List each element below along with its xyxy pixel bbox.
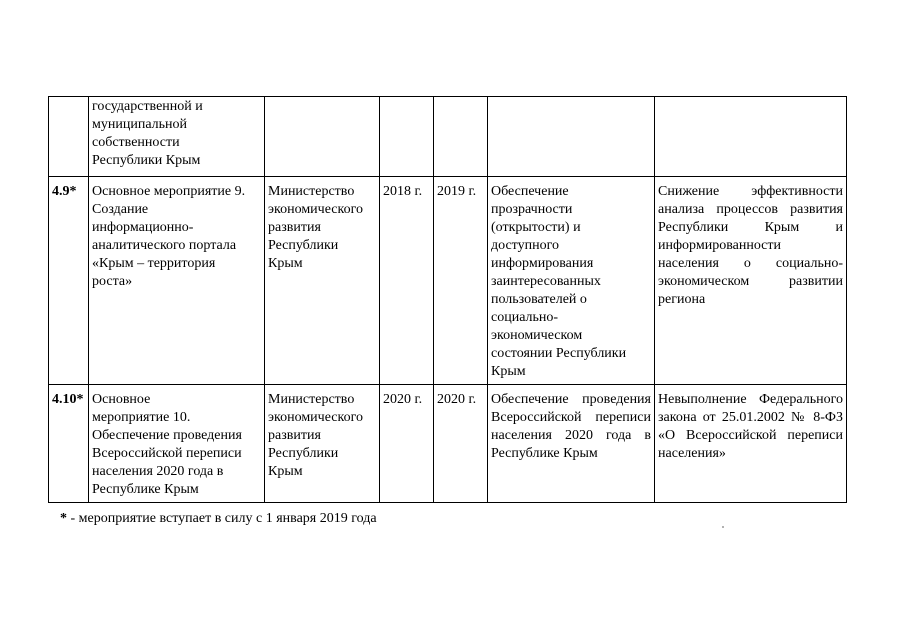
cell-start <box>380 97 434 177</box>
cell-start: 2020 г. <box>380 385 434 503</box>
cell-end <box>434 97 488 177</box>
cell-executor: Министерство экономического развития Республики Крым <box>265 177 380 385</box>
cell-num <box>49 97 89 177</box>
table-row-4-9 <box>49 177 847 385</box>
cell-start: 2018 г. <box>380 177 434 385</box>
footnote-text: - мероприятие вступает в силу с 1 января 2019 года <box>67 511 377 526</box>
cell-result <box>488 97 655 177</box>
cell-event: Основное мероприятие 9. Создание информационно- аналитического портала «Крым – территория роста» <box>89 177 265 385</box>
cell-result: Обеспечение прозрачности (открытости) и доступного информирования заинтересованных пользователей о социально- экономическом состоянии Республики Крым <box>488 177 655 385</box>
cell-result: Обеспечение проведения Всероссийской переписи населения 2020 года в Республике Крым <box>488 385 655 503</box>
cell-end: 2019 г. <box>434 177 488 385</box>
cell-end: 2020 г. <box>434 385 488 503</box>
footnote <box>60 510 377 528</box>
cell-num: 4.10* <box>49 385 89 503</box>
cell-num: 4.9* <box>49 177 89 385</box>
cell-executor: Министерство экономического развития Республики Крым <box>265 385 380 503</box>
cell-event: Основное мероприятие 10. Обеспечение проведения Всероссийской переписи населения 2020 года в Республике Крым <box>89 385 265 503</box>
cell-consequence: Снижение эффективности анализа процессов развития Республики Крым и информированности населения о социально-экономическом развитии региона <box>655 177 847 385</box>
table-row-4-10 <box>49 385 847 503</box>
table-row-continuation <box>49 97 847 177</box>
measures-table <box>48 96 847 503</box>
cell-event: государственной и муниципальной собственности Республики Крым <box>89 97 265 177</box>
scan-speck <box>722 526 724 528</box>
cell-consequence <box>655 97 847 177</box>
cell-executor <box>265 97 380 177</box>
footnote-marker: * <box>60 511 67 526</box>
cell-consequence: Невыполнение Федерального закона от 25.01.2002 № 8-ФЗ «О Всероссийской переписи населения» <box>655 385 847 503</box>
